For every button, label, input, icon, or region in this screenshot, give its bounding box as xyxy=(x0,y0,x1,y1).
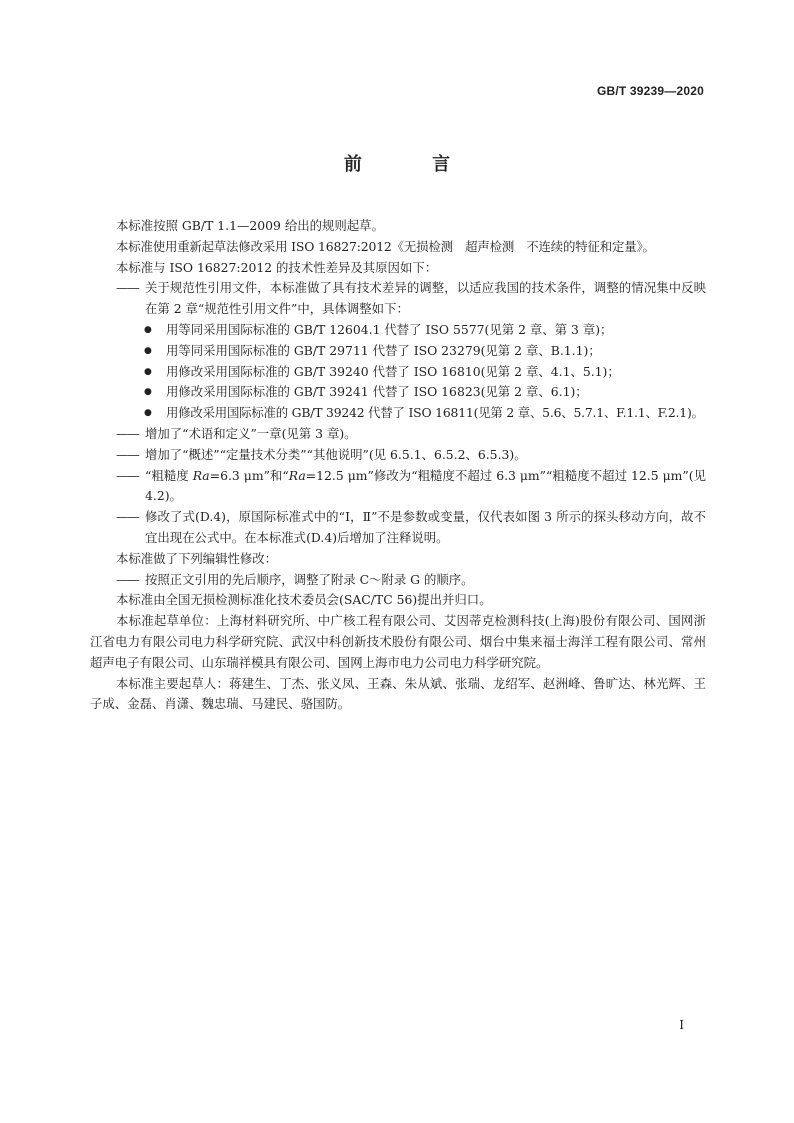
dash-marker: —— xyxy=(116,280,139,296)
roughness-text-3: =12.5 μm”修改为“粗糙度不超过 6.3 μm”“粗糙度不超过 12.5 μm”(见 4.2)。 xyxy=(145,467,706,504)
paragraph-adoption: 本标准使用重新起草法修改采用 ISO 16827:2012《无损检测 超声检测 不连续的特征和定量》。 xyxy=(116,238,655,254)
page-number: Ⅰ xyxy=(679,1018,684,1032)
bullet-text: 用修改采用国际标准的 GB/T 39242 代替了 ISO 16811(见第 2 章、5.6、5.7.1、F.1.1、F.2.1)。 xyxy=(166,405,704,421)
bullet-icon: ● xyxy=(144,366,152,377)
bullet-item xyxy=(116,362,706,383)
dash-marker: —— xyxy=(116,509,139,525)
list-item-text: 修改了式(D.4)，原国际标准式中的“Ⅰ，Ⅱ”不是参数或变量，仅代表如图 3 所示的探头移动方向，故不宜出现在公式中。在本标准式(D.4)后增加了注释说明。 xyxy=(145,509,706,545)
bullet-item xyxy=(116,403,706,424)
list-item-text: 按照正文引用的先后顺序，调整了附录 C～附录 G 的顺序。 xyxy=(145,571,474,587)
paragraph-drafting-rules: 本标准按照 GB/T 1.1—2009 给出的规则起草。 xyxy=(116,218,384,233)
bullet-icon: ● xyxy=(144,345,152,356)
bullet-item xyxy=(116,320,706,341)
dash-marker: —— xyxy=(116,571,139,587)
roughness-symbol: Ra xyxy=(288,467,306,483)
bullet-text: 用修改采用国际标准的 GB/T 39241 代替了 ISO 16823(见第 2 章、6.1)； xyxy=(166,384,588,400)
paragraph-drafting-units: 本标准起草单位：上海材料研究所、中广核工程有限公司、艾因蒂克检测科技(上海)股份有限公司、国网浙江省电力有限公司电力科学研究院、武汉中科创新技术股份有限公司、烟台中集来福士海洋工程有限公司、常州超声电子有限公司、山东瑞祥模具有限公司、国网上海市电力公司电力科学研究院。 xyxy=(90,613,706,670)
bullet-item xyxy=(116,382,706,403)
paragraph-proposer: 本标准由全国无损检测标准化技术委员会(SAC/TC 56)提出并归口。 xyxy=(116,592,492,608)
dash-marker: —— xyxy=(116,446,139,462)
document-body xyxy=(90,216,706,715)
bullet-icon: ● xyxy=(144,408,152,419)
list-item xyxy=(116,445,706,466)
list-item xyxy=(116,424,706,445)
roughness-symbol: Ra xyxy=(192,467,210,483)
list-item-roughness xyxy=(116,466,706,508)
paragraph-editorial-intro: 本标准做了下列编辑性修改： xyxy=(116,550,278,566)
bullet-icon: ● xyxy=(144,324,152,335)
dash-marker: —— xyxy=(116,467,139,483)
list-item xyxy=(116,278,706,320)
bullet-text: 用等同采用国际标准的 GB/T 29711 代替了 ISO 23279(见第 2 章、B.1.1)； xyxy=(166,342,601,358)
list-item-text: 增加了“术语和定义”一章(见第 3 章)。 xyxy=(145,425,357,441)
bullet-text: 用等同采用国际标准的 GB/T 12604.1 代替了 ISO 5577(见第 2 章、第 3 章)； xyxy=(166,321,613,337)
roughness-text-1: “粗糙度 xyxy=(145,467,193,483)
paragraph-drafters: 本标准主要起草人：蒋建生、丁杰、张义凤、王森、朱从斌、张瑞、龙绍军、赵洲峰、鲁旷达、林光辉、王子成、金磊、肖潇、魏忠瑞、马建民、骆国防。 xyxy=(90,675,706,712)
page-title: 前 言 xyxy=(343,154,483,175)
list-item xyxy=(116,570,706,591)
dash-marker: —— xyxy=(116,425,139,441)
list-item xyxy=(116,507,706,549)
bullet-icon: ● xyxy=(144,387,152,398)
standard-code: GB/T 39239—2020 xyxy=(596,84,704,98)
paragraph-differences-intro: 本标准与 ISO 16827:2012 的技术性差异及其原因如下： xyxy=(116,259,438,275)
list-item-text: 关于规范性引用文件，本标准做了具有技术差异的调整，以适应我国的技术条件，调整的情况集中反映在第 2 章“规范性引用文件”中，具体调整如下： xyxy=(145,280,706,317)
bullet-item xyxy=(116,341,706,362)
list-item-text: 增加了“概述”“定量技术分类”“其他说明”(见 6.5.1、6.5.2、6.5.3)。 xyxy=(145,446,527,462)
bullet-text: 用修改采用国际标准的 GB/T 39240 代替了 ISO 16810(见第 2 章、4.1、5.1)； xyxy=(166,363,620,379)
roughness-text-2: =6.3 μm”和“ xyxy=(209,467,289,483)
